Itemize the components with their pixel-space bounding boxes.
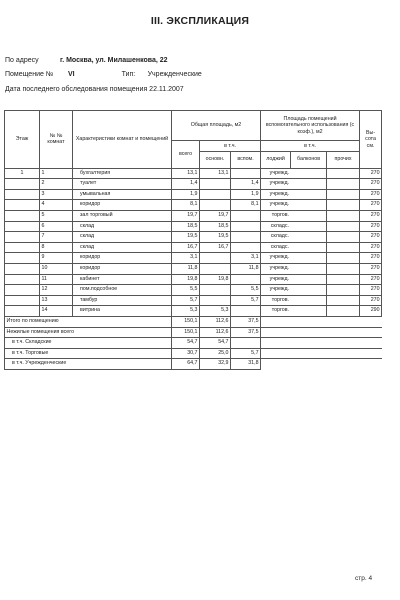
room-number-cell: 13	[40, 295, 73, 306]
address-label: По адресу	[5, 57, 39, 64]
other-cell	[327, 242, 360, 253]
room-name-cell: коридор	[73, 263, 172, 274]
room-name-cell: витрина	[73, 306, 172, 317]
main-area-cell	[200, 179, 231, 190]
table-row	[5, 274, 382, 285]
height-cell: 270	[360, 200, 382, 211]
aux-area-cell	[231, 221, 261, 232]
aux-area-cell	[231, 168, 261, 179]
height-cell: 270	[360, 210, 382, 221]
summary-row	[5, 316, 382, 327]
table-row	[5, 295, 382, 306]
main-area-cell	[200, 285, 231, 296]
other-cell	[327, 263, 360, 274]
type-value: Учрежденческие	[147, 71, 202, 78]
table-row	[5, 253, 382, 264]
floor-cell	[5, 306, 40, 317]
header-aux: вспом.	[231, 151, 261, 168]
summary-row	[5, 359, 382, 370]
header-aux-area: Площадь помещений вспомогательного использования (с коэф.), м2	[261, 111, 360, 141]
other-cell	[327, 221, 360, 232]
summary-total-cell: 64,7	[172, 359, 200, 370]
main-area-cell: 19,7	[200, 210, 231, 221]
balcony-cell	[291, 295, 327, 306]
summary-main-cell: 54,7	[200, 338, 231, 349]
table-row	[5, 221, 382, 232]
total-area-cell: 1,4	[172, 179, 200, 190]
summary-body	[5, 316, 382, 369]
balcony-cell	[291, 221, 327, 232]
summary-aux-cell: 37,5	[231, 327, 261, 338]
summary-label-cell: в т.ч. Складские	[5, 338, 172, 349]
room-name-cell: коридор	[73, 200, 172, 211]
height-cell: 270	[360, 263, 382, 274]
header-characteristics: Характеристики комнат и помещений	[73, 111, 172, 169]
room-kind-cell: учрежд.	[261, 189, 291, 200]
table-row	[5, 242, 382, 253]
total-area-cell: 5,5	[172, 285, 200, 296]
summary-main-cell: 25,0	[200, 348, 231, 359]
type-label: Тип:	[121, 71, 136, 78]
aux-area-cell	[231, 232, 261, 243]
total-area-cell: 11,8	[172, 263, 200, 274]
summary-aux-cell: 5,7	[231, 348, 261, 359]
room-number-cell: 14	[40, 306, 73, 317]
page-title: III. ЭКСПЛИКАЦИЯ	[150, 15, 250, 27]
summary-row	[5, 348, 382, 359]
room-number-cell: 12	[40, 285, 73, 296]
height-cell: 270	[360, 221, 382, 232]
height-cell: 270	[360, 189, 382, 200]
header-aux-incl: в т.ч.	[261, 141, 360, 152]
address-line	[5, 57, 168, 64]
room-name-cell: кабинет	[73, 274, 172, 285]
address-value: г. Москва, ул. Милашенкова, 22	[60, 57, 168, 64]
height-cell: 290	[360, 306, 382, 317]
balcony-cell	[291, 232, 327, 243]
floor-cell	[5, 242, 40, 253]
balcony-cell	[291, 189, 327, 200]
room-label: Помещение №	[5, 71, 54, 78]
room-kind-cell: учрежд.	[261, 274, 291, 285]
summary-row	[5, 338, 382, 349]
height-cell: 270	[360, 242, 382, 253]
room-number-cell: 1	[40, 168, 73, 179]
summary-empty-cell	[261, 316, 382, 327]
floor-cell	[5, 253, 40, 264]
balcony-cell	[291, 263, 327, 274]
balcony-cell	[291, 306, 327, 317]
table-row	[5, 168, 382, 179]
summary-aux-cell	[231, 338, 261, 349]
balcony-cell	[291, 285, 327, 296]
floor-cell	[5, 263, 40, 274]
height-cell: 270	[360, 295, 382, 306]
floor-cell	[5, 179, 40, 190]
room-kind-cell: торгов.	[261, 306, 291, 317]
room-kind-cell: учрежд.	[261, 200, 291, 211]
balcony-cell	[291, 200, 327, 211]
room-number-cell: 8	[40, 242, 73, 253]
height-cell: 270	[360, 285, 382, 296]
room-name-cell: зал торговый	[73, 210, 172, 221]
floor-cell	[5, 210, 40, 221]
header-total-area: Общая площадь, м2	[172, 111, 261, 141]
table-row	[5, 179, 382, 190]
aux-area-cell: 1,4	[231, 179, 261, 190]
main-area-cell: 5,3	[200, 306, 231, 317]
total-area-cell: 5,7	[172, 295, 200, 306]
room-kind-cell: торгов.	[261, 210, 291, 221]
other-cell	[327, 253, 360, 264]
header-room-no: № № комнат	[40, 111, 73, 169]
total-area-cell: 1,9	[172, 189, 200, 200]
aux-area-cell: 8,1	[231, 200, 261, 211]
room-number-cell: 11	[40, 274, 73, 285]
aux-area-cell: 1,9	[231, 189, 261, 200]
other-cell	[327, 179, 360, 190]
aux-area-cell: 3,1	[231, 253, 261, 264]
total-area-cell: 8,1	[172, 200, 200, 211]
aux-area-cell	[231, 210, 261, 221]
survey-date: Дата последнего обследования помещения 22.11.2007	[5, 86, 184, 93]
total-area-cell: 16,7	[172, 242, 200, 253]
room-kind-cell: торгов.	[261, 295, 291, 306]
summary-label-cell: в т.ч. Учрежденческие	[5, 359, 172, 370]
main-area-cell: 18,5	[200, 221, 231, 232]
room-number-cell: 4	[40, 200, 73, 211]
room-line	[5, 71, 202, 78]
summary-aux-cell: 37,5	[231, 316, 261, 327]
room-number-cell: 9	[40, 253, 73, 264]
other-cell	[327, 285, 360, 296]
main-area-cell	[200, 263, 231, 274]
room-name-cell: тамбур	[73, 295, 172, 306]
height-cell: 270	[360, 274, 382, 285]
room-name-cell: туалет	[73, 179, 172, 190]
summary-main-cell: 112,6	[200, 327, 231, 338]
balcony-cell	[291, 253, 327, 264]
room-name-cell: склад	[73, 242, 172, 253]
room-value: VI	[68, 71, 75, 78]
height-cell: 270	[360, 253, 382, 264]
other-cell	[327, 200, 360, 211]
other-cell	[327, 168, 360, 179]
header-main: основн.	[200, 151, 231, 168]
header-loggia: лоджий	[261, 151, 291, 168]
aux-area-cell: 11,8	[231, 263, 261, 274]
room-number-cell: 7	[40, 232, 73, 243]
balcony-cell	[291, 242, 327, 253]
room-name-cell: коридор	[73, 253, 172, 264]
total-area-cell: 18,5	[172, 221, 200, 232]
room-name-cell: пом.подсобное	[73, 285, 172, 296]
summary-empty-cell	[261, 359, 382, 370]
balcony-cell	[291, 210, 327, 221]
header-other: прочих	[327, 151, 360, 168]
main-area-cell	[200, 253, 231, 264]
floor-cell: 1	[5, 168, 40, 179]
floor-cell	[5, 221, 40, 232]
other-cell	[327, 306, 360, 317]
room-name-cell: бухгалтерия	[73, 168, 172, 179]
total-area-cell: 19,7	[172, 210, 200, 221]
height-cell: 270	[360, 168, 382, 179]
room-number-cell: 2	[40, 179, 73, 190]
summary-total-cell: 54,7	[172, 338, 200, 349]
floor-cell	[5, 189, 40, 200]
table-row	[5, 232, 382, 243]
room-kind-cell: учрежд.	[261, 285, 291, 296]
other-cell	[327, 232, 360, 243]
floor-cell	[5, 232, 40, 243]
room-number-cell: 5	[40, 210, 73, 221]
page-number: стр. 4	[355, 575, 373, 582]
table-row	[5, 285, 382, 296]
main-area-cell: 19,8	[200, 274, 231, 285]
summary-total-cell: 150,1	[172, 316, 200, 327]
room-number-cell: 10	[40, 263, 73, 274]
summary-label-cell: Итого по помещению	[5, 316, 172, 327]
aux-area-cell	[231, 242, 261, 253]
main-area-cell: 13,1	[200, 168, 231, 179]
other-cell	[327, 189, 360, 200]
summary-label-cell: в т.ч. Торговые	[5, 348, 172, 359]
room-number-cell: 6	[40, 221, 73, 232]
summary-empty-cell	[261, 348, 382, 359]
floor-cell	[5, 200, 40, 211]
room-name-cell: умывальная	[73, 189, 172, 200]
main-area-cell	[200, 295, 231, 306]
summary-total-cell: 150,1	[172, 327, 200, 338]
room-name-cell: склад	[73, 232, 172, 243]
main-area-cell	[200, 189, 231, 200]
summary-main-cell: 112,6	[200, 316, 231, 327]
main-area-cell: 19,5	[200, 232, 231, 243]
total-area-cell: 3,1	[172, 253, 200, 264]
total-area-cell: 5,3	[172, 306, 200, 317]
room-kind-cell: складс.	[261, 242, 291, 253]
floor-cell	[5, 285, 40, 296]
total-area-cell: 19,5	[172, 232, 200, 243]
summary-aux-cell: 31,8	[231, 359, 261, 370]
total-area-cell: 13,1	[172, 168, 200, 179]
room-kind-cell: учрежд.	[261, 179, 291, 190]
header-height: Вы-сота см.	[360, 111, 382, 169]
floor-cell	[5, 274, 40, 285]
room-name-cell: склад	[73, 221, 172, 232]
table-row	[5, 306, 382, 317]
header-floor: Этаж	[5, 111, 40, 169]
other-cell	[327, 210, 360, 221]
aux-area-cell: 5,7	[231, 295, 261, 306]
summary-main-cell: 32,9	[200, 359, 231, 370]
table-row	[5, 210, 382, 221]
summary-label-cell: Нежилые помещения всего	[5, 327, 172, 338]
summary-empty-cell	[261, 327, 382, 338]
balcony-cell	[291, 179, 327, 190]
main-area-cell	[200, 200, 231, 211]
summary-total-cell: 30,7	[172, 348, 200, 359]
balcony-cell	[291, 168, 327, 179]
room-kind-cell: складс.	[261, 232, 291, 243]
table-row	[5, 200, 382, 211]
aux-area-cell	[231, 274, 261, 285]
room-kind-cell: учрежд.	[261, 168, 291, 179]
room-kind-cell: учрежд.	[261, 263, 291, 274]
rooms-body	[5, 168, 382, 316]
aux-area-cell	[231, 306, 261, 317]
floor-cell	[5, 295, 40, 306]
balcony-cell	[291, 274, 327, 285]
height-cell: 270	[360, 179, 382, 190]
header-balcony: балконов	[291, 151, 327, 168]
summary-row	[5, 327, 382, 338]
table-row	[5, 263, 382, 274]
main-area-cell: 16,7	[200, 242, 231, 253]
aux-area-cell: 5,5	[231, 285, 261, 296]
height-cell: 270	[360, 232, 382, 243]
other-cell	[327, 274, 360, 285]
summary-empty-cell	[261, 338, 382, 349]
explication-table	[4, 110, 382, 370]
room-kind-cell: учрежд.	[261, 253, 291, 264]
room-number-cell: 3	[40, 189, 73, 200]
table-row	[5, 189, 382, 200]
room-kind-cell: складс.	[261, 221, 291, 232]
header-total: всего	[172, 141, 200, 169]
other-cell	[327, 295, 360, 306]
total-area-cell: 19,8	[172, 274, 200, 285]
header-incl: в т.ч.	[200, 141, 261, 152]
